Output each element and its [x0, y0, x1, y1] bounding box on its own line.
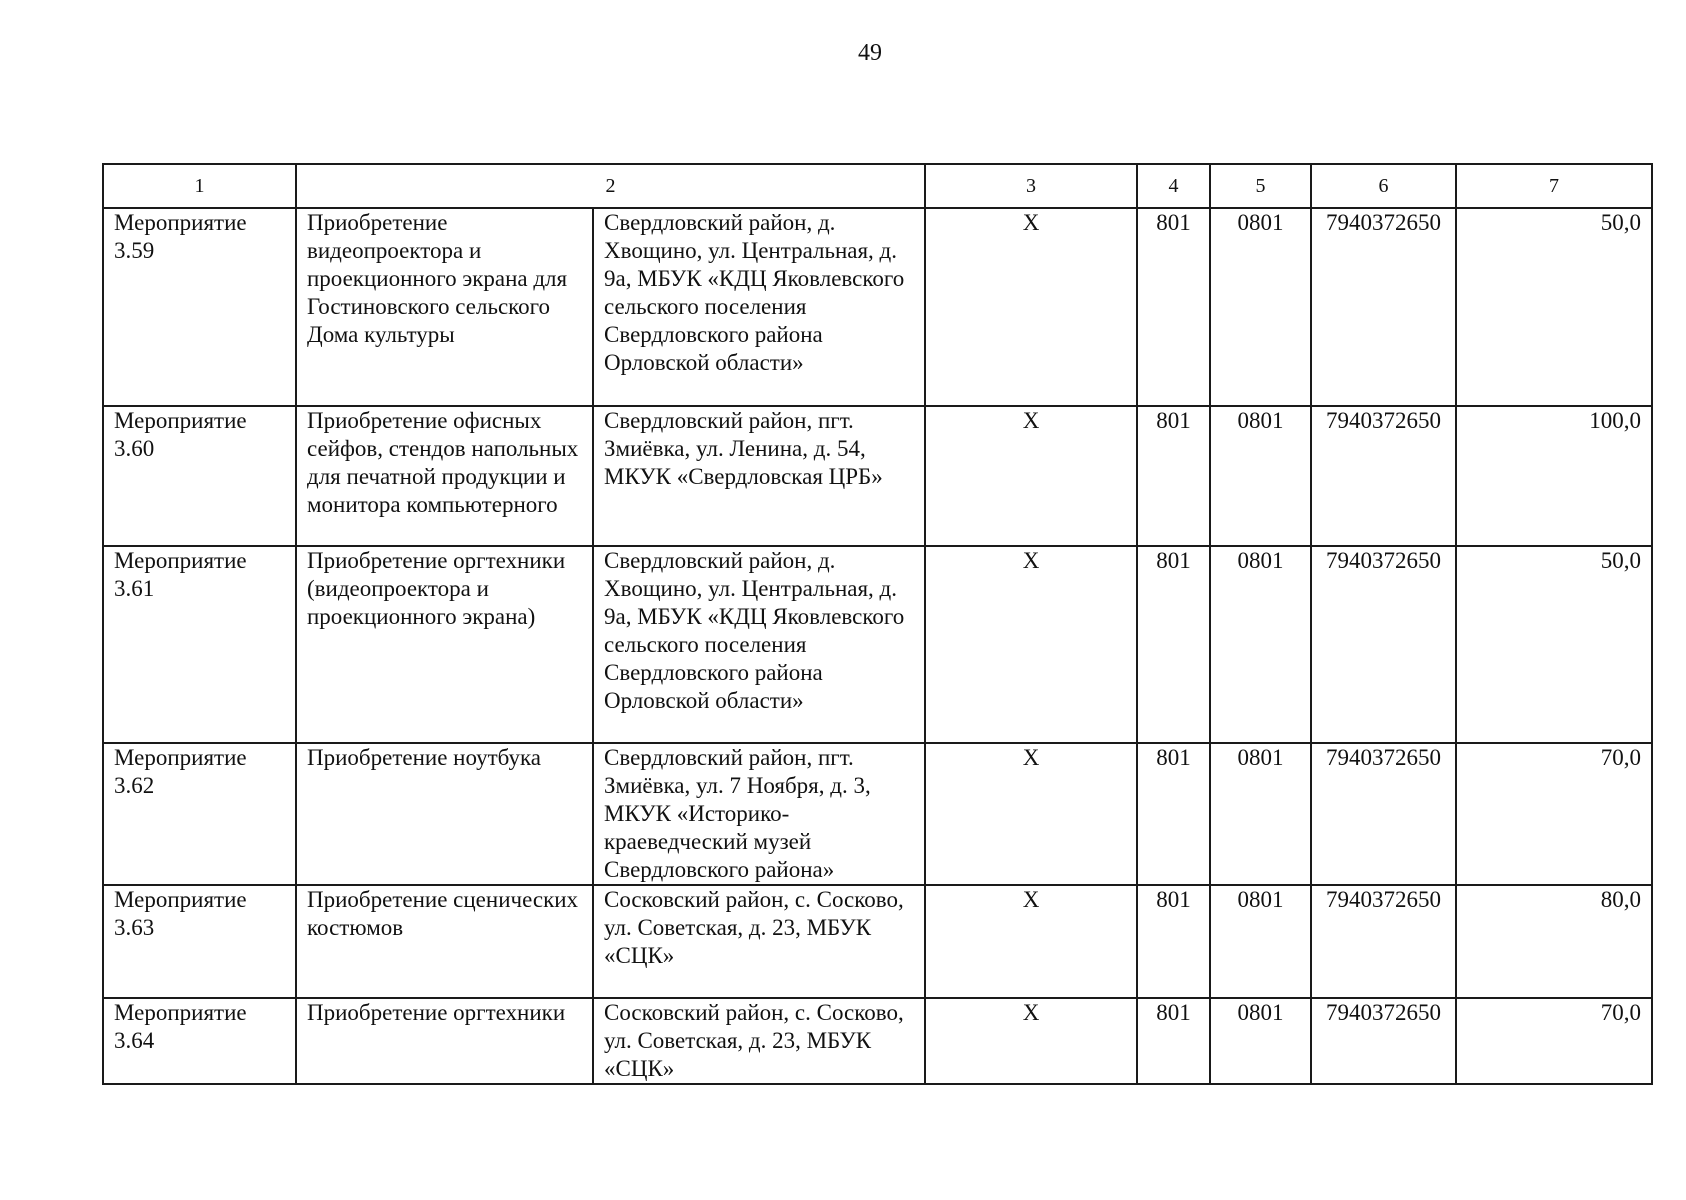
col7-cell: 50,0 [1456, 546, 1652, 743]
col3-cell: Х [925, 208, 1137, 406]
event-cell [103, 998, 296, 1084]
description-cell: Приобретение сценических костюмов [296, 885, 593, 998]
address-cell: Свердловский район, д. Хвощино, ул. Центральная, д. 9а, МБУК «КДЦ Яковлевского сельского поселения Свердловского района Орловской области» [593, 546, 925, 743]
description-cell: Приобретение офисных сейфов, стендов напольных для печатной продукции и монитора компьютерного [296, 406, 593, 546]
col6-cell: 7940372650 [1311, 208, 1456, 406]
col7-cell: 50,0 [1456, 208, 1652, 406]
event-label: Мероприятие [114, 1000, 247, 1025]
address-cell: Сосковский район, с. Сосково, ул. Советская, д. 23, МБУК «СЦК» [593, 998, 925, 1084]
col3-cell: Х [925, 885, 1137, 998]
description-cell: Приобретение оргтехники [296, 998, 593, 1084]
event-cell [103, 208, 296, 406]
event-label: Мероприятие [114, 408, 247, 433]
event-number: 3.63 [114, 915, 155, 940]
address-cell: Свердловский район, пгт. Змиёвка, ул. 7 Ноября, д. 3, МКУК «Историко-краеведческий музей Свердловского района» [593, 743, 925, 885]
col6-cell: 7940372650 [1311, 885, 1456, 998]
event-cell [103, 885, 296, 998]
header-col-5: 5 [1210, 164, 1311, 208]
col3-cell: Х [925, 743, 1137, 885]
event-cell [103, 743, 296, 885]
col3-cell: Х [925, 998, 1137, 1084]
event-number: 3.59 [114, 238, 155, 263]
description-cell: Приобретение ноутбука [296, 743, 593, 885]
table-row [103, 998, 1652, 1084]
event-label: Мероприятие [114, 548, 247, 573]
col5-cell: 0801 [1210, 406, 1311, 546]
col5-cell: 0801 [1210, 743, 1311, 885]
address-cell: Сосковский район, с. Сосково, ул. Советская, д. 23, МБУК «СЦК» [593, 885, 925, 998]
event-label: Мероприятие [114, 210, 247, 235]
address-cell: Свердловский район, пгт. Змиёвка, ул. Ленина, д. 54, МКУК «Свердловская ЦРБ» [593, 406, 925, 546]
header-col-3: 3 [925, 164, 1137, 208]
event-label: Мероприятие [114, 745, 247, 770]
col4-cell: 801 [1137, 406, 1210, 546]
table-row [103, 743, 1652, 885]
col6-cell: 7940372650 [1311, 546, 1456, 743]
col7-cell: 100,0 [1456, 406, 1652, 546]
table-row [103, 546, 1652, 743]
col4-cell: 801 [1137, 208, 1210, 406]
table-row [103, 885, 1652, 998]
header-row [103, 164, 1652, 208]
col7-cell: 70,0 [1456, 998, 1652, 1084]
col6-cell: 7940372650 [1311, 743, 1456, 885]
col5-cell: 0801 [1210, 546, 1311, 743]
budget-table [102, 163, 1653, 1085]
event-number: 3.61 [114, 576, 155, 601]
col3-cell: Х [925, 406, 1137, 546]
event-number: 3.62 [114, 773, 155, 798]
header-col-4: 4 [1137, 164, 1210, 208]
col6-cell: 7940372650 [1311, 406, 1456, 546]
col7-cell: 80,0 [1456, 885, 1652, 998]
header-col-1: 1 [103, 164, 296, 208]
event-number: 3.60 [114, 436, 155, 461]
col5-cell: 0801 [1210, 885, 1311, 998]
table-row [103, 208, 1652, 406]
address-cell: Свердловский район, д. Хвощино, ул. Центральная, д. 9а, МБУК «КДЦ Яковлевского сельского поселения Свердловского района Орловской области» [593, 208, 925, 406]
col3-cell: Х [925, 546, 1137, 743]
event-cell [103, 406, 296, 546]
header-col-7: 7 [1456, 164, 1652, 208]
col4-cell: 801 [1137, 885, 1210, 998]
event-cell [103, 546, 296, 743]
col4-cell: 801 [1137, 743, 1210, 885]
description-cell: Приобретение видеопроектора и проекционного экрана для Гостиновского сельского Дома культуры [296, 208, 593, 406]
table-row [103, 406, 1652, 546]
col4-cell: 801 [1137, 546, 1210, 743]
col6-cell: 7940372650 [1311, 998, 1456, 1084]
col4-cell: 801 [1137, 998, 1210, 1084]
header-col-6: 6 [1311, 164, 1456, 208]
page-number: 49 [858, 40, 882, 66]
event-label: Мероприятие [114, 887, 247, 912]
col5-cell: 0801 [1210, 998, 1311, 1084]
col5-cell: 0801 [1210, 208, 1311, 406]
col7-cell: 70,0 [1456, 743, 1652, 885]
event-number: 3.64 [114, 1028, 155, 1053]
description-cell: Приобретение оргтехники (видеопроектора и проекционного экрана) [296, 546, 593, 743]
header-col-2: 2 [296, 164, 925, 208]
